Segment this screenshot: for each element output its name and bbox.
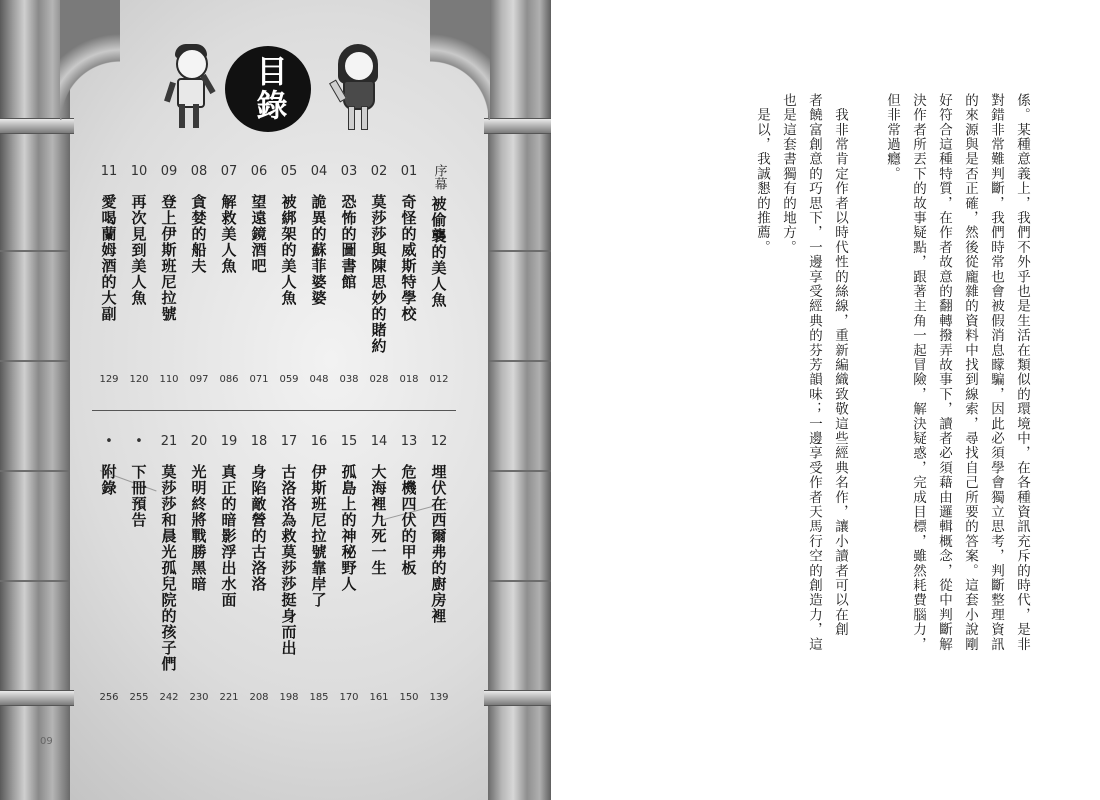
toc-entry-page: 071 [249,374,269,385]
toc-entry-page: 139 [429,692,449,703]
toc-entry-number: 14 [370,434,388,449]
toc-entry[interactable] [366,434,392,714]
toc-entry-title: 真正的暗影浮出水面 [219,464,238,608]
toc-entry[interactable] [126,164,152,404]
toc-entry-title: 身陷敵營的古洛洛 [249,464,268,592]
toc-entry-title: 被綁架的美人魚 [279,194,298,306]
toc-entry-title: 解救美人魚 [219,194,238,274]
toc-entry-number: 02 [370,164,388,179]
toc-entry-title: 奇怪的威斯特學校 [399,194,418,322]
toc-entry-page: 255 [129,692,149,703]
toc-title: 目錄 [250,55,287,123]
toc-entry-page: 048 [309,374,329,385]
toc-entry-title: 危機四伏的甲板 [399,464,418,576]
toc-entry-number: 07 [220,164,238,179]
toc-entry-page: 170 [339,692,359,703]
toc-entry-page: 086 [219,374,239,385]
preface-text-line: 好符合這種特質，在作者故意的翻轉撥弄故事下，讀者必須藉由邏輯概念，從中判斷解 [936,93,952,652]
toc-entry-number: 18 [250,434,268,449]
toc-entry-number: 21 [160,434,178,449]
toc-entry-number: 19 [220,434,238,449]
right-stone-pillar [488,0,551,800]
toc-entry-title: 大海裡九死一生 [369,464,388,576]
toc-entry-number: 15 [340,434,358,449]
toc-entry[interactable] [216,434,242,714]
toc-entry-number: 04 [310,164,328,179]
toc-entry-title: 下冊預告 [129,464,148,528]
left-stone-pillar [0,0,70,800]
toc-divider [92,410,456,411]
toc-entry-title: 古洛洛為救莫莎莎挺身而出 [279,464,298,656]
toc-entry[interactable] [426,164,452,404]
toc-entry[interactable] [186,434,212,714]
toc-entry[interactable] [276,434,302,714]
toc-entry-title: 愛喝蘭姆酒的大副 [99,194,118,322]
toc-entry-page: 185 [309,692,329,703]
toc-entry-page: 129 [99,374,119,385]
toc-entry-number: 01 [400,164,418,179]
toc-entry[interactable] [306,434,332,714]
toc-entry[interactable] [276,164,302,404]
toc-entry-page: 059 [279,374,299,385]
toc-entry-page: 256 [99,692,119,703]
toc-entry-page: 198 [279,692,299,703]
toc-entry-number: 09 [160,164,178,179]
toc-entry-title: 望遠鏡酒吧 [249,194,268,274]
toc-entry-page: 150 [399,692,419,703]
toc-entry-page: 028 [369,374,389,385]
preface-text-line: 對錯非常難判斷，我們時常也會被假消息矇騙，因此必須學會獨立思考，判斷整理資訊 [988,93,1004,652]
toc-entry-page: 110 [159,374,179,385]
toc-entry-number: 06 [250,164,268,179]
toc-entry-page: 230 [189,692,209,703]
preface-text-line: 者饒富創意的巧思下，一邊享受經典的芬芳韻味；一邊享受作者天馬行空的創造力，這 [806,93,822,652]
page-number: 09 [40,736,53,747]
toc-entry[interactable] [396,164,422,404]
toc-entry-title: 被偷襲的美人魚 [429,196,448,308]
toc-entry-title: 再次見到美人魚 [129,194,148,306]
girl-character-illustration [330,44,386,134]
toc-entry[interactable] [96,164,122,404]
toc-entry[interactable] [156,164,182,404]
toc-entry-page: 018 [399,374,419,385]
toc-entry[interactable] [186,164,212,404]
toc-entry[interactable] [336,164,362,404]
toc-entry-number: 05 [280,164,298,179]
toc-entry-number: 11 [100,164,118,179]
toc-entry-title: 埋伏在西爾弗的廚房裡 [429,464,448,624]
preface-text-line: 決作者所丟下的故事疑點，跟著主角一起冒險，解決疑惑，完成目標，雖然耗費腦力， [910,93,926,652]
toc-entry-page: 038 [339,374,359,385]
toc-entry[interactable] [126,434,152,714]
preface-text-line: 但非常過癮。 [884,93,900,182]
toc-entry-title: 詭異的蘇菲婆婆 [309,194,328,306]
toc-entry-page: 012 [429,374,449,385]
toc-entry-number: 序幕 [431,164,447,190]
toc-entry-page: 221 [219,692,239,703]
toc-entry-number: 12 [430,434,448,449]
toc-entry-title: 光明終將戰勝黑暗 [189,464,208,592]
toc-entry-page: 097 [189,374,209,385]
toc-entry[interactable] [396,434,422,714]
toc-entry-title: 登上伊斯班尼拉號 [159,194,178,322]
preface-text-line: 我非常肯定作者以時代性的絲線，重新編織致敬這些經典名作，讓小讀者可以在創 [832,93,848,637]
toc-entry-number: 16 [310,434,328,449]
toc-entry-number: 13 [400,434,418,449]
toc-entry-title: 附錄 [99,464,118,496]
toc-entry-title: 伊斯班尼拉號靠岸了 [309,464,328,608]
toc-entry[interactable] [306,164,332,404]
toc-entry[interactable] [216,164,242,404]
toc-entry[interactable] [336,434,362,714]
toc-entry-page: 208 [249,692,269,703]
toc-entry-title: 孤島上的神秘野人 [339,464,358,592]
preface-text-line: 也是這套書獨有的地方。 [780,93,796,255]
toc-entry-bullet: • [135,434,143,449]
preface-text-line: 的來源與是否正確，然後從龐雜的資料中找到線索，尋找自己所要的答案。這套小說剛 [962,93,978,652]
toc-entry[interactable] [96,434,122,714]
toc-entry[interactable] [156,434,182,714]
toc-entry-number: 10 [130,164,148,179]
preface-page [551,0,1100,800]
toc-entry-title: 貪婪的船夫 [189,194,208,274]
left-arch [60,0,120,120]
toc-entry-page: 120 [129,374,149,385]
toc-entry[interactable] [246,164,272,404]
boy-character-illustration [163,44,219,134]
toc-entry-number: 17 [280,434,298,449]
toc-entry-page: 161 [369,692,389,703]
toc-entry-title: 莫莎莎和晨光孤兒院的孩子們 [159,464,178,672]
toc-entry-title: 莫莎莎與陳思妙的賭約 [369,194,388,354]
toc-entry[interactable] [366,164,392,404]
toc-title-badge [225,46,311,132]
preface-text-line: 係。某種意義上，我們不外乎也是生活在類似的環境中，在各種資訊充斥的時代，是非 [1014,93,1030,652]
toc-entry-title: 恐怖的圖書館 [339,194,358,290]
toc-entry-page: 242 [159,692,179,703]
toc-entry-number: 08 [190,164,208,179]
toc-entry-bullet: • [105,434,113,449]
toc-entry[interactable] [246,434,272,714]
toc-entry[interactable] [426,434,452,714]
preface-text-line: 是以，我誠懇的推薦。 [754,93,770,255]
right-arch [430,0,490,120]
toc-entry-number: 20 [190,434,208,449]
toc-entry-number: 03 [340,164,358,179]
